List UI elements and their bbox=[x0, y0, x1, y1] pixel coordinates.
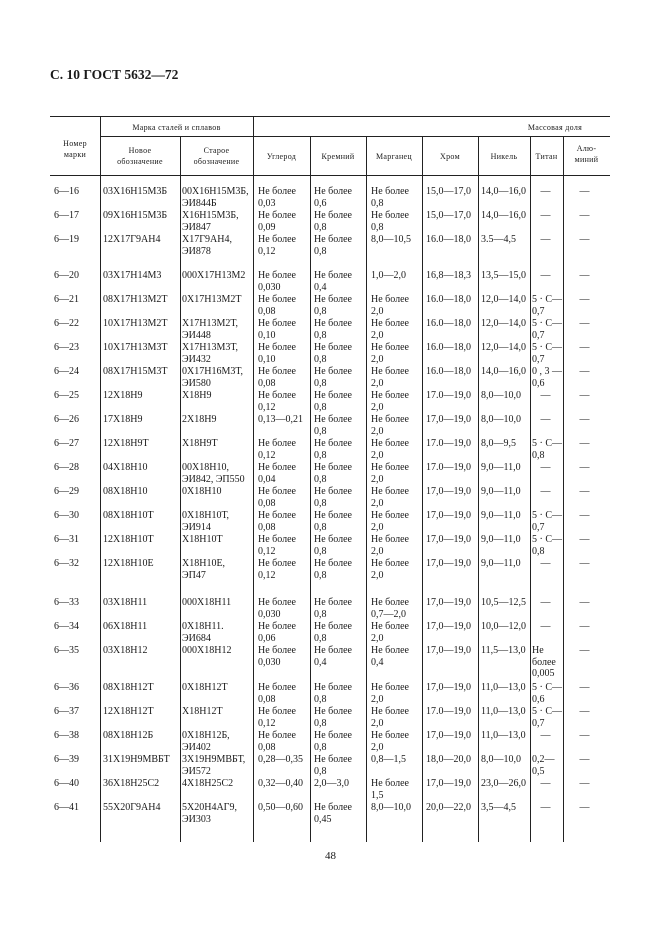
cell-c: Не более 0,10 bbox=[258, 318, 296, 341]
cell-old: 3Х19Н9МВБТ, ЭИ572 bbox=[182, 754, 246, 777]
cell-al: — bbox=[579, 510, 590, 521]
cell-ti: — bbox=[540, 270, 551, 281]
cell-c: Не более 0,12 bbox=[258, 706, 296, 729]
cell-new: 31Х19Н9МВБТ bbox=[103, 754, 170, 765]
cell-si: Не более 0,8 bbox=[314, 682, 352, 705]
cell-new: 12Х18Н9 bbox=[103, 390, 143, 401]
cell-new: 12Х17Г9АН4 bbox=[103, 234, 161, 245]
cell-num: 6—21 bbox=[54, 294, 79, 305]
cell-new: 12Х18Н9Т bbox=[103, 438, 149, 449]
col-rule bbox=[100, 116, 101, 842]
cell-mn: Не более 1,5 bbox=[371, 778, 409, 801]
cell-ni: 13,5—15,0 bbox=[481, 270, 526, 281]
cell-al: — bbox=[579, 778, 590, 789]
cell-si: Не более 0,8 bbox=[314, 342, 352, 365]
cell-old: 00Х16Н15М3Б, ЭИ844Б bbox=[182, 186, 249, 209]
cell-c: Не более 0,08 bbox=[258, 486, 296, 509]
cell-new: 03Х18Н12 bbox=[103, 645, 148, 656]
cell-ti: — bbox=[540, 414, 551, 425]
cell-c: 0,28—0,35 bbox=[258, 754, 303, 765]
cell-new: 04Х18Н10 bbox=[103, 462, 148, 473]
cell-mn: Не более 2,0 bbox=[371, 462, 409, 485]
cell-cr: 17,0—19,0 bbox=[426, 682, 471, 693]
cell-cr: 16.0—18,0 bbox=[426, 342, 471, 353]
cell-mn: 0,8—1,5 bbox=[371, 754, 406, 765]
cell-num: 6—24 bbox=[54, 366, 79, 377]
cell-si: Не более 0,8 bbox=[314, 462, 352, 485]
table-header-midrule bbox=[100, 136, 610, 137]
cell-old: Х17Н13М3Т, ЭИ432 bbox=[182, 342, 238, 365]
cell-ni: 11,0—13,0 bbox=[481, 730, 526, 741]
cell-al: — bbox=[579, 366, 590, 377]
cell-si: Не более 0,8 bbox=[314, 706, 352, 729]
cell-old: 00Х18Н10, ЭИ842, ЭП550 bbox=[182, 462, 245, 485]
cell-ni: 23,0—26,0 bbox=[481, 778, 526, 789]
cell-ti: — bbox=[540, 597, 551, 608]
cell-cr: 17.0—19,0 bbox=[426, 706, 471, 717]
cell-num: 6—32 bbox=[54, 558, 79, 569]
cell-old: 000Х18Н12 bbox=[182, 645, 232, 656]
cell-ni: 11,5—13,0 bbox=[481, 645, 526, 656]
cell-al: — bbox=[579, 706, 590, 717]
cell-cr: 17,0—19,0 bbox=[426, 778, 471, 789]
cell-old: 0Х18Н10 bbox=[182, 486, 222, 497]
cell-c: Не более 0,030 bbox=[258, 597, 296, 620]
cell-cr: 17,0—19,0 bbox=[426, 597, 471, 608]
cell-c: 0,50—0,60 bbox=[258, 802, 303, 813]
cell-mn: Не более 0,8 bbox=[371, 210, 409, 233]
cell-old: Х18Н9Т bbox=[182, 438, 218, 449]
cell-mn: 8,0—10,0 bbox=[371, 802, 411, 813]
cell-cr: 16.0—18,0 bbox=[426, 234, 471, 245]
cell-al: — bbox=[579, 486, 590, 497]
cell-ti: 5 · С— 0,7 bbox=[532, 706, 562, 729]
cell-cr: 17,0—19,0 bbox=[426, 414, 471, 425]
cell-num: 6—16 bbox=[54, 186, 79, 197]
cell-num: 6—27 bbox=[54, 438, 79, 449]
cell-al: — bbox=[579, 186, 590, 197]
cell-cr: 16,8—18,3 bbox=[426, 270, 471, 281]
col-rule bbox=[478, 136, 479, 842]
cell-si: Не более 0,8 bbox=[314, 390, 352, 413]
col-header-chromium: Хром bbox=[440, 152, 460, 161]
cell-c: 0,32—0,40 bbox=[258, 778, 303, 789]
cell-ni: 3,5—4,5 bbox=[481, 802, 516, 813]
cell-ti: 5 · С— 0,7 bbox=[532, 342, 562, 365]
cell-al: — bbox=[579, 462, 590, 473]
cell-al: — bbox=[579, 210, 590, 221]
cell-c: Не более 0,12 bbox=[258, 438, 296, 461]
cell-ni: 9,0—11,0 bbox=[481, 486, 521, 497]
cell-old: 0Х18Н11. ЭИ684 bbox=[182, 621, 224, 644]
cell-new: 12Х18Н10Т bbox=[103, 534, 154, 545]
cell-ti: 5 · С— 0,6 bbox=[532, 682, 562, 705]
cell-ti: 5 · С— 0,8 bbox=[532, 438, 562, 461]
cell-cr: 17,0—19,0 bbox=[426, 510, 471, 521]
cell-ti: — bbox=[540, 802, 551, 813]
cell-mn: Не более 2,0 bbox=[371, 706, 409, 729]
cell-al: — bbox=[579, 270, 590, 281]
cell-si: Не более 0,6 bbox=[314, 186, 352, 209]
cell-num: 6—30 bbox=[54, 510, 79, 521]
cell-al: — bbox=[579, 318, 590, 329]
cell-mn: Не более 0,4 bbox=[371, 645, 409, 668]
cell-al: — bbox=[579, 645, 590, 656]
cell-old: Х18Н12Т bbox=[182, 706, 223, 717]
cell-si: Не более 0,8 bbox=[314, 414, 352, 437]
cell-num: 6—36 bbox=[54, 682, 79, 693]
cell-old: 0Х18Н12Б, ЭИ402 bbox=[182, 730, 230, 753]
cell-c: Не более 0,04 bbox=[258, 462, 296, 485]
cell-old: Х16Н15М3Б, ЭИ847 bbox=[182, 210, 239, 233]
cell-ni: 14,0—16,0 bbox=[481, 210, 526, 221]
cell-cr: 17,0—19,0 bbox=[426, 534, 471, 545]
cell-al: — bbox=[579, 390, 590, 401]
cell-old: 4Х18Н25С2 bbox=[182, 778, 234, 789]
cell-ti: Не более 0,005 bbox=[532, 645, 556, 679]
cell-cr: 15,0—17,0 bbox=[426, 210, 471, 221]
cell-ti: — bbox=[540, 390, 551, 401]
cell-num: 6—19 bbox=[54, 234, 79, 245]
cell-ni: 8,0—9,5 bbox=[481, 438, 516, 449]
page-header: С. 10 ГОСТ 5632—72 bbox=[50, 67, 179, 82]
cell-new: 55Х20Г9АН4 bbox=[103, 802, 161, 813]
cell-cr: 16.0—18,0 bbox=[426, 318, 471, 329]
cell-mn: Не более 2,0 bbox=[371, 730, 409, 753]
cell-num: 6—17 bbox=[54, 210, 79, 221]
cell-ti: — bbox=[540, 558, 551, 569]
cell-si: Не более 0,8 bbox=[314, 510, 352, 533]
cell-num: 6—28 bbox=[54, 462, 79, 473]
cell-old: 0Х17Н16М3Т, ЭИ580 bbox=[182, 366, 243, 389]
cell-num: 6—35 bbox=[54, 645, 79, 656]
cell-mn: Не более 2,0 bbox=[371, 294, 409, 317]
cell-ni: 14,0—16,0 bbox=[481, 186, 526, 197]
cell-si: Не более 0,8 bbox=[314, 621, 352, 644]
cell-ti: 5 · С— 0,7 bbox=[532, 294, 562, 317]
cell-mn: Не более 2,0 bbox=[371, 366, 409, 389]
cell-c: Не более 0,08 bbox=[258, 294, 296, 317]
col-header-silicon: Кремний bbox=[321, 152, 355, 161]
cell-num: 6—39 bbox=[54, 754, 79, 765]
cell-c: Не более 0,030 bbox=[258, 645, 296, 668]
col-header-manganese: Марганец bbox=[375, 152, 412, 161]
col-header-aluminum: Алю- миний bbox=[574, 144, 599, 164]
cell-al: — bbox=[579, 534, 590, 545]
cell-cr: 17.0—19,0 bbox=[426, 390, 471, 401]
cell-old: Х18Н9 bbox=[182, 390, 212, 401]
cell-ti: 0 , 3 — 0,6 bbox=[532, 366, 562, 389]
cell-c: Не более 0,12 bbox=[258, 558, 296, 581]
cell-new: 08Х17Н13М2Т bbox=[103, 294, 168, 305]
cell-ti: 5 · С— 0,8 bbox=[532, 534, 562, 557]
cell-ti: — bbox=[540, 210, 551, 221]
cell-new: 08Х18Н10Т bbox=[103, 510, 154, 521]
cell-si: Не более 0,8 bbox=[314, 534, 352, 557]
cell-cr: 17,0—19,0 bbox=[426, 486, 471, 497]
cell-c: Не более 0,08 bbox=[258, 366, 296, 389]
cell-c: Не более 0,12 bbox=[258, 534, 296, 557]
cell-mn: Не более 2,0 bbox=[371, 558, 409, 581]
cell-old: Х17Н13М2Т, ЭИ448 bbox=[182, 318, 238, 341]
cell-cr: 15,0—17,0 bbox=[426, 186, 471, 197]
cell-cr: 16.0—18,0 bbox=[426, 366, 471, 377]
cell-c: Не более 0,09 bbox=[258, 210, 296, 233]
col-header-new: Новое обозначение bbox=[117, 146, 163, 166]
cell-mn: 8,0—10,5 bbox=[371, 234, 411, 245]
cell-ni: 8,0—10,0 bbox=[481, 414, 521, 425]
cell-ni: 9,0—11,0 bbox=[481, 510, 521, 521]
cell-si: Не более 0,8 bbox=[314, 210, 352, 233]
cell-si: Не более 0,8 bbox=[314, 558, 352, 581]
cell-ti: — bbox=[540, 462, 551, 473]
cell-si: Не более 0,4 bbox=[314, 645, 352, 668]
cell-new: 12Х18Н10Е bbox=[103, 558, 154, 569]
cell-ni: 11,0—13,0 bbox=[481, 682, 526, 693]
cell-ni: 14,0—16,0 bbox=[481, 366, 526, 377]
col-header-number: Номер марки bbox=[63, 139, 87, 159]
col-group-grade: Марка сталей и сплавов bbox=[132, 123, 221, 132]
table-top-rule bbox=[50, 116, 610, 117]
cell-num: 6—26 bbox=[54, 414, 79, 425]
cell-ni: 12,0—14,0 bbox=[481, 318, 526, 329]
cell-new: 08Х18Н12Б bbox=[103, 730, 154, 741]
cell-si: Не более 0,45 bbox=[314, 802, 352, 825]
cell-old: Х18Н10Т bbox=[182, 534, 223, 545]
cell-num: 6—25 bbox=[54, 390, 79, 401]
cell-al: — bbox=[579, 438, 590, 449]
cell-ti: — bbox=[540, 486, 551, 497]
cell-cr: 17.0—19,0 bbox=[426, 438, 471, 449]
cell-mn: Не более 2,0 bbox=[371, 534, 409, 557]
col-header-titanium: Титан bbox=[535, 152, 558, 161]
cell-new: 09Х16Н15М3Б bbox=[103, 210, 168, 221]
cell-num: 6—31 bbox=[54, 534, 79, 545]
cell-new: 10Х17Н13М3Т bbox=[103, 342, 168, 353]
cell-ni: 9,0—11,0 bbox=[481, 534, 521, 545]
cell-old: 5Х20Н4АГ9, ЭИ303 bbox=[182, 802, 237, 825]
cell-new: 03Х17Н14М3 bbox=[103, 270, 162, 281]
cell-c: 0,13—0,21 bbox=[258, 414, 303, 425]
cell-ni: 12,0—14,0 bbox=[481, 342, 526, 353]
cell-num: 6—20 bbox=[54, 270, 79, 281]
cell-num: 6—23 bbox=[54, 342, 79, 353]
cell-old: 0Х17Н13М2Т bbox=[182, 294, 242, 305]
cell-ti: — bbox=[540, 234, 551, 245]
cell-si: Не более 0,8 bbox=[314, 730, 352, 753]
cell-mn: Не более 2,0 bbox=[371, 318, 409, 341]
cell-cr: 17,0—19,0 bbox=[426, 558, 471, 569]
cell-c: Не более 0,08 bbox=[258, 682, 296, 705]
cell-old: Х17Г9АН4, ЭИ878 bbox=[182, 234, 232, 257]
cell-new: 17Х18Н9 bbox=[103, 414, 143, 425]
cell-al: — bbox=[579, 234, 590, 245]
cell-ti: 0,2— 0,5 bbox=[532, 754, 555, 777]
cell-new: 08Х18Н10 bbox=[103, 486, 148, 497]
cell-mn: Не более 0,7—2,0 bbox=[371, 597, 409, 620]
cell-mn: Не более 2,0 bbox=[371, 438, 409, 461]
cell-c: Не более 0,03 bbox=[258, 186, 296, 209]
cell-new: 08Х17Н15М3Т bbox=[103, 366, 168, 377]
cell-si: Не более 0,8 bbox=[314, 754, 352, 777]
cell-cr: 17,0—19,0 bbox=[426, 621, 471, 632]
cell-ti: — bbox=[540, 778, 551, 789]
cell-ni: 8,0—10,0 bbox=[481, 390, 521, 401]
cell-c: Не более 0,08 bbox=[258, 730, 296, 753]
cell-old: 000Х18Н11 bbox=[182, 597, 232, 608]
col-header-nickel: Никель bbox=[490, 152, 518, 161]
cell-mn: Не более 2,0 bbox=[371, 390, 409, 413]
cell-mn: Не более 2,0 bbox=[371, 342, 409, 365]
cell-al: — bbox=[579, 754, 590, 765]
cell-mn: Не более 0,8 bbox=[371, 186, 409, 209]
cell-si: Не более 0,8 bbox=[314, 438, 352, 461]
cell-si: Не более 0,8 bbox=[314, 294, 352, 317]
cell-ni: 9,0—11,0 bbox=[481, 558, 521, 569]
cell-si: Не более 0,8 bbox=[314, 486, 352, 509]
cell-al: — bbox=[579, 558, 590, 569]
cell-mn: Не более 2,0 bbox=[371, 510, 409, 533]
cell-new: 08Х18Н12Т bbox=[103, 682, 154, 693]
cell-mn: Не более 2,0 bbox=[371, 682, 409, 705]
cell-al: — bbox=[579, 682, 590, 693]
cell-al: — bbox=[579, 802, 590, 813]
cell-ti: 5 · С— 0,7 bbox=[532, 510, 562, 533]
col-rule bbox=[422, 136, 423, 842]
col-group-mass: Массовая доля bbox=[527, 123, 583, 132]
col-rule bbox=[180, 136, 181, 842]
col-rule bbox=[253, 116, 254, 842]
cell-ti: — bbox=[540, 621, 551, 632]
cell-old: 000Х17Н13М2 bbox=[182, 270, 246, 281]
cell-num: 6—29 bbox=[54, 486, 79, 497]
cell-ti: 5 · С— 0,7 bbox=[532, 318, 562, 341]
cell-new: 36Х18Н25С2 bbox=[103, 778, 160, 789]
cell-num: 6—34 bbox=[54, 621, 79, 632]
cell-si: Не более 0,8 bbox=[314, 597, 352, 620]
col-rule bbox=[366, 136, 367, 842]
cell-ti: — bbox=[540, 186, 551, 197]
cell-old: Х18Н10Е, ЭП47 bbox=[182, 558, 226, 581]
cell-cr: 17,0—19,0 bbox=[426, 645, 471, 656]
cell-al: — bbox=[579, 597, 590, 608]
cell-old: 2Х18Н9 bbox=[182, 414, 217, 425]
cell-num: 6—22 bbox=[54, 318, 79, 329]
cell-ni: 10,0—12,0 bbox=[481, 621, 526, 632]
cell-mn: 1,0—2,0 bbox=[371, 270, 406, 281]
cell-new: 03Х16Н15М3Б bbox=[103, 186, 168, 197]
cell-c: Не более 0,10 bbox=[258, 342, 296, 365]
cell-mn: Не более 2,0 bbox=[371, 621, 409, 644]
cell-al: — bbox=[579, 294, 590, 305]
cell-num: 6—41 bbox=[54, 802, 79, 813]
cell-ni: 10,5—12,5 bbox=[481, 597, 526, 608]
cell-mn: Не более 2,0 bbox=[371, 486, 409, 509]
table-header-bottom-rule bbox=[50, 175, 610, 176]
cell-new: 10Х17Н13М2Т bbox=[103, 318, 168, 329]
cell-old: 0Х18Н10Т, ЭИ914 bbox=[182, 510, 230, 533]
cell-cr: 17,0—19,0 bbox=[426, 730, 471, 741]
cell-mn: Не более 2,0 bbox=[371, 414, 409, 437]
cell-ni: 8,0—10,0 bbox=[481, 754, 521, 765]
page-number: 48 bbox=[325, 850, 336, 862]
cell-si: Не более 0,4 bbox=[314, 270, 352, 293]
cell-c: Не более 0,030 bbox=[258, 270, 296, 293]
cell-si: Не более 0,8 bbox=[314, 318, 352, 341]
cell-si: 2,0—3,0 bbox=[314, 778, 349, 789]
cell-ti: — bbox=[540, 730, 551, 741]
cell-cr: 16.0—18,0 bbox=[426, 294, 471, 305]
cell-num: 6—37 bbox=[54, 706, 79, 717]
cell-c: Не более 0,06 bbox=[258, 621, 296, 644]
cell-cr: 17.0—19,0 bbox=[426, 462, 471, 473]
cell-al: — bbox=[579, 342, 590, 353]
cell-old: 0Х18Н12Т bbox=[182, 682, 228, 693]
cell-ni: 11,0—13,0 bbox=[481, 706, 526, 717]
cell-new: 06Х18Н11 bbox=[103, 621, 148, 632]
cell-ni: 3.5—4,5 bbox=[481, 234, 516, 245]
col-header-carbon: Углерод bbox=[266, 152, 297, 161]
cell-c: Не более 0,12 bbox=[258, 234, 296, 257]
cell-ni: 12,0—14,0 bbox=[481, 294, 526, 305]
cell-al: — bbox=[579, 414, 590, 425]
cell-cr: 18,0—20,0 bbox=[426, 754, 471, 765]
cell-al: — bbox=[579, 621, 590, 632]
cell-cr: 20,0—22,0 bbox=[426, 802, 471, 813]
cell-si: Не более 0,8 bbox=[314, 234, 352, 257]
cell-ni: 9,0—11,0 bbox=[481, 462, 521, 473]
cell-num: 6—40 bbox=[54, 778, 79, 789]
cell-new: 03Х18Н11 bbox=[103, 597, 148, 608]
cell-si: Не более 0,8 bbox=[314, 366, 352, 389]
cell-new: 12Х18Н12Т bbox=[103, 706, 154, 717]
col-rule bbox=[310, 136, 311, 842]
col-header-old: Старое обозначение bbox=[193, 146, 240, 166]
cell-al: — bbox=[579, 730, 590, 741]
cell-num: 6—38 bbox=[54, 730, 79, 741]
cell-c: Не более 0,12 bbox=[258, 390, 296, 413]
cell-c: Не более 0,08 bbox=[258, 510, 296, 533]
cell-num: 6—33 bbox=[54, 597, 79, 608]
